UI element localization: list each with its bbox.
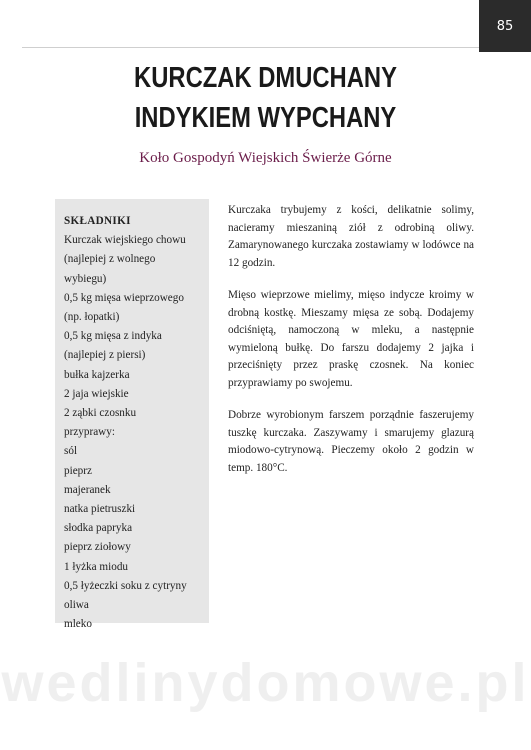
ingredient-item: (np. łopatki) [64,311,120,324]
ingredient-item: 1 łyżka miodu [64,560,129,573]
ingredients-heading: SKŁADNIKI [64,215,131,227]
ingredients-panel [55,199,209,631]
ingredient-item: (najlepiej z piersi) [64,349,146,362]
recipe-author: Koło Gospodyń Wiejskich Świerże Górne [139,150,392,166]
watermark: wedlinydomowe.pl [1,653,530,713]
title-line-2: INDYKIEM WYPCHANY [134,102,397,134]
ingredient-item: 2 ząbki czosnku [64,407,137,420]
instruction-paragraph: Mięso wieprzowe mielimy, mięso indycze kroimy w drobną kostkę. Mieszamy mięsa ze sobą. Dodajemy odciśniętą, namoczoną w mleku, a następnie wymieloną bułkę. Do farszu dodajemy 2 jajka i przeciśnięty przez praskę czosnek. Na koniec przyprawiamy po swojemu. [228,289,474,389]
ingredient-item: oliwa [64,599,89,612]
header-rule [22,47,479,48]
instruction-paragraph: Dobrze wyrobionym farszem porządnie faszerujemy tuszkę kurczaka. Zaszywamy i smarujemy glazurą miodowo-cytrynową. Pieczemy około 2 godzin w temp. 180°C. [228,409,474,474]
ingredient-item: (najlepiej z wolnego [64,253,156,266]
ingredient-item: sól [64,445,78,458]
ingredient-item: natka pietruszki [64,503,136,516]
ingredient-item: przyprawy: [64,426,115,439]
ingredient-item: majeranek [64,483,111,496]
title-line-1: KURCZAK DMUCHANY [134,62,397,94]
ingredients-list [64,231,209,634]
ingredient-item: 0,5 kg mięsa wieprzowego [64,291,184,304]
ingredient-item: wybiegu) [64,272,107,285]
ingredient-item: bułka kajzerka [64,368,130,381]
instructions-text [228,202,474,492]
recipe-title [48,58,483,138]
ingredient-item: 0,5 łyżeczki soku z cytryny [64,579,187,592]
ingredient-item: słodka papryka [64,522,133,535]
ingredient-item: mleko [64,618,92,631]
ingredient-item: Kurczak wiejskiego chowu [64,234,186,247]
ingredient-item: pieprz [64,464,92,477]
ingredient-item: pieprz ziołowy [64,541,131,554]
ingredient-item: 2 jaja wiejskie [64,387,129,400]
instruction-paragraph: Kurczaka trybujemy z kości, delikatnie solimy, nacieramy mieszaniną ziół z odrobiną oliwy. Zamarynowanego kurczaka zostawiamy w lodówce na 12 godzin. [228,204,474,269]
page-number: 85 [479,0,531,52]
ingredient-item: 0,5 kg mięsa z indyka [64,330,162,343]
